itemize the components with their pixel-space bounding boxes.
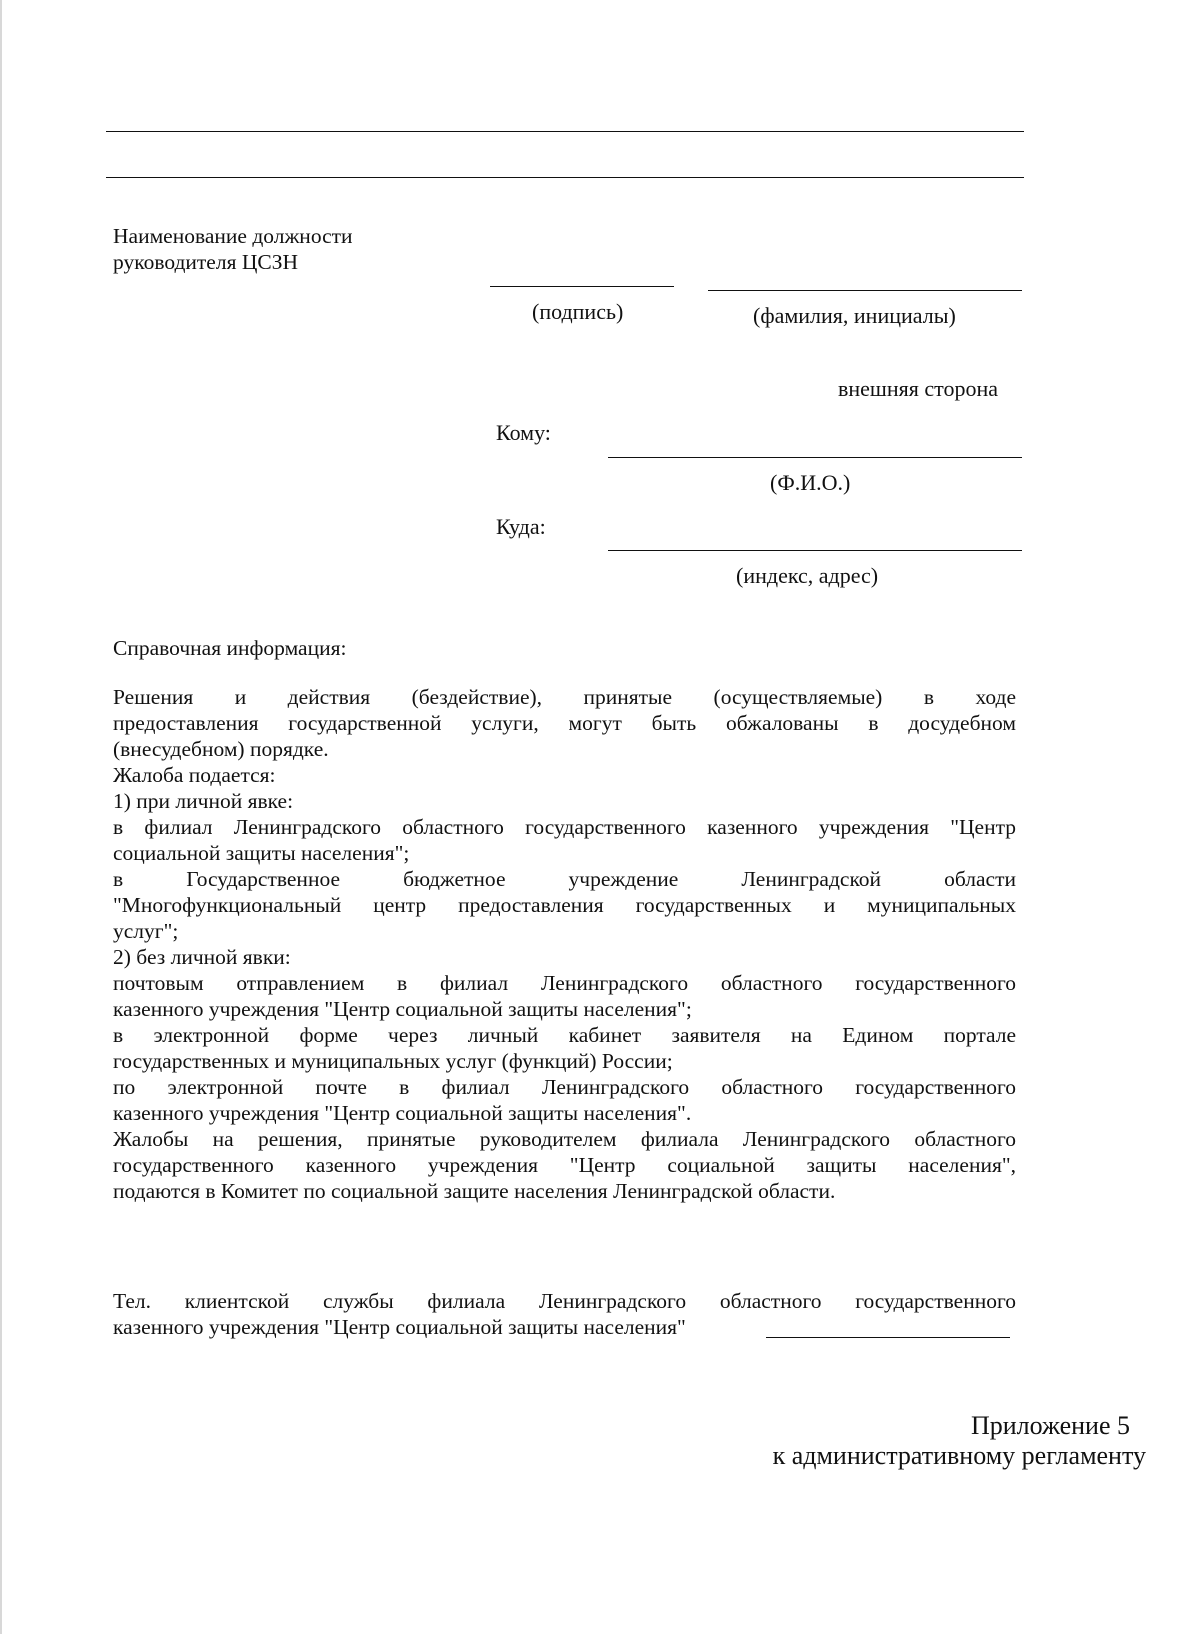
paragraph (113, 788, 1016, 814)
phone-line-1: Тел. клиентской службы филиала Ленинградского областного государственного (113, 1289, 1016, 1313)
position-line-2: руководителя ЦСЗН (113, 250, 298, 274)
text-line: "Многофункциональный центр предоставления государственных и муниципальных (113, 893, 1016, 917)
name-caption: (фамилия, инициалы) (753, 303, 956, 328)
where-caption: (индекс, адрес) (736, 563, 879, 588)
envelope-side-label: внешняя сторона (838, 376, 999, 401)
phone-line-2: казенного учреждения "Центр социальной защиты населения" (113, 1315, 686, 1339)
text-line: социальной защиты населения"; (113, 841, 410, 865)
to-caption: (Ф.И.О.) (770, 470, 851, 495)
text-line: Жалоба подается: (113, 763, 276, 787)
text-line: Решения и действия (бездействие), принятые (осуществляемые) в ходе (113, 685, 1016, 709)
phone-block (113, 1288, 1016, 1340)
info-heading: Справочная информация: (113, 636, 347, 660)
text-line: в Государственное бюджетное учреждение Ленинградской области (113, 867, 1016, 891)
text-line: в филиал Ленинградского областного государственного казенного учреждения "Центр (113, 815, 1016, 839)
paragraph (113, 1074, 1016, 1126)
text-line: 1) при личной явке: (113, 789, 294, 813)
blank-line-1 (106, 131, 1024, 132)
page-edge (0, 0, 2, 1634)
paragraph (113, 944, 1016, 970)
where-label: Куда: (496, 514, 546, 539)
text-line: казенного учреждения "Центр социальной защиты населения". (113, 1101, 692, 1125)
text-line: почтовым отправлением в филиал Ленинградского областного государственного (113, 971, 1016, 995)
text-line: предоставления государственной услуги, могут быть обжалованы в досудебном (113, 711, 1016, 735)
to-line (608, 457, 1022, 458)
info-body (113, 684, 1016, 1204)
where-line (608, 550, 1022, 551)
paragraph (113, 866, 1016, 944)
text-line: 2) без личной явки: (113, 945, 291, 969)
text-line: государственных и муниципальных услуг (функций) России; (113, 1049, 673, 1073)
signature-caption: (подпись) (532, 299, 624, 324)
paragraph (113, 1126, 1016, 1204)
signature-line (490, 286, 674, 287)
to-label: Кому: (496, 420, 551, 445)
paragraph (113, 684, 1016, 762)
text-line: (внесудебном) порядке. (113, 737, 329, 761)
paragraph (113, 970, 1016, 1022)
paragraph (113, 814, 1016, 866)
paragraph (113, 1022, 1016, 1074)
paragraph (113, 762, 1016, 788)
appendix-line-2: к административному регламенту (772, 1441, 1146, 1470)
phone-blank-line (766, 1337, 1010, 1338)
text-line: казенного учреждения "Центр социальной защиты населения"; (113, 997, 692, 1021)
position-line-1: Наименование должности (113, 224, 353, 248)
text-line: в электронной форме через личный кабинет заявителя на Едином портале (113, 1023, 1016, 1047)
appendix-line-1: Приложение 5 (970, 1411, 1130, 1440)
text-line: по электронной почте в филиал Ленинградского областного государственного (113, 1075, 1016, 1099)
text-line: Жалобы на решения, принятые руководителем филиала Ленинградского областного (113, 1127, 1016, 1151)
position-title (113, 223, 353, 275)
text-line: подаются в Комитет по социальной защите населения Ленинградской области. (113, 1179, 836, 1203)
text-line: услуг"; (113, 919, 179, 943)
text-line: государственного казенного учреждения "Центр социальной защиты населения", (113, 1153, 1016, 1177)
name-line (708, 290, 1022, 291)
blank-line-2 (106, 177, 1024, 178)
